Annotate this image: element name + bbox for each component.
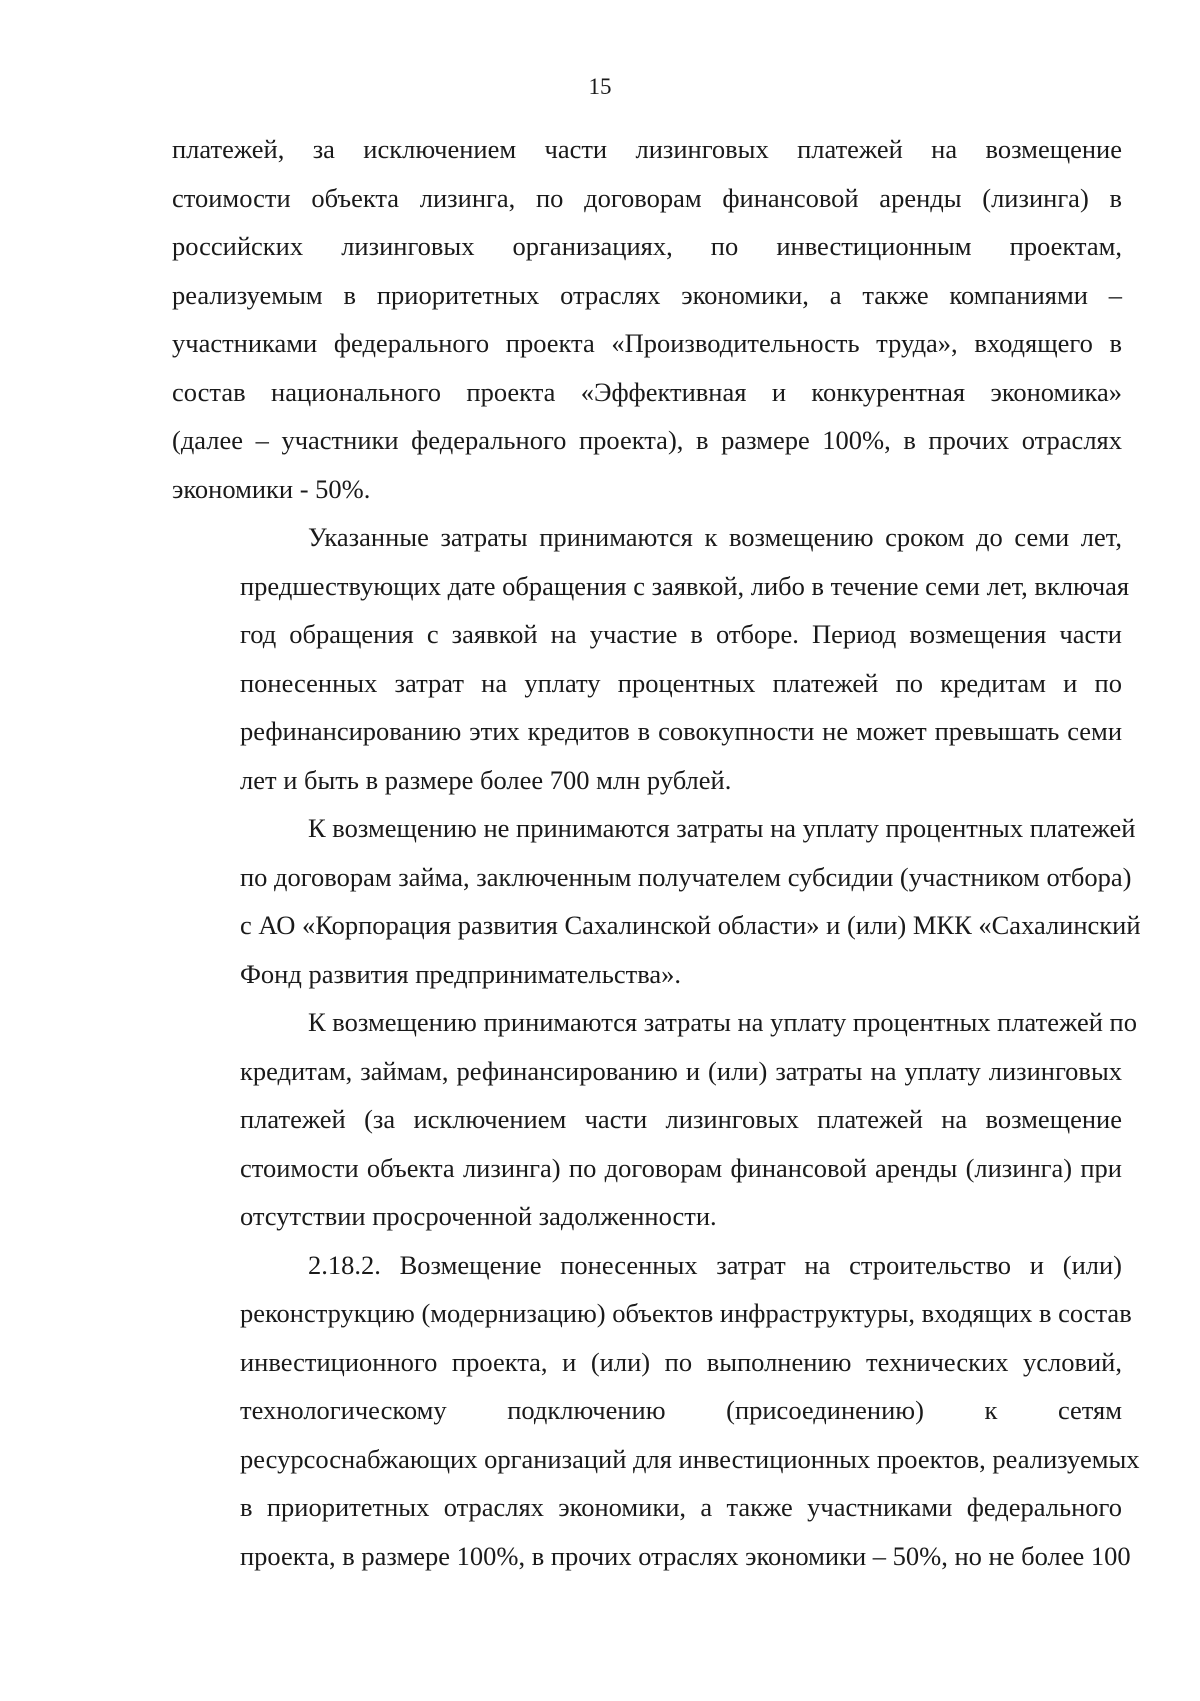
text-line: технологическому подключению (присоединению) к сетям xyxy=(240,1395,1122,1425)
text-line: (далее – участники федерального проекта), в размере 100%, в прочих отраслях xyxy=(172,425,1122,455)
text-line: состав национального проекта «Эффективная и конкурентная экономика» xyxy=(172,376,1122,407)
paragraph xyxy=(172,513,1130,804)
text-line: отсутствии просроченной задолженности. xyxy=(240,1201,717,1231)
text-line: предшествующих дате обращения с заявкой, либо в течение семи лет, включая xyxy=(240,570,1130,601)
text-line: с АО «Корпорация развития Сахалинской области» и (или) МКК «Сахалинский xyxy=(240,910,1141,940)
text-line: российских лизинговых организациях, по инвестиционным проектам, xyxy=(172,231,1122,261)
text-line: понесенных затрат на уплату процентных платежей по кредитам и по xyxy=(240,667,1122,698)
text-line: 2.18.2. Возмещение понесенных затрат на строительство и (или) xyxy=(308,1249,1122,1280)
text-line: стоимости объекта лизинга, по договорам финансовой аренды (лизинга) в xyxy=(172,182,1122,213)
text-line: Указанные затраты принимаются к возмещению сроком до семи лет, xyxy=(308,522,1122,552)
paragraph xyxy=(172,998,1137,1241)
text-line: кредитам, займам, рефинансированию и (или) затраты на уплату лизинговых xyxy=(240,1055,1122,1086)
text-line: Фонд развития предпринимательства». xyxy=(240,958,681,989)
text-line: платежей (за исключением части лизинговых платежей на возмещение xyxy=(240,1104,1122,1134)
text-line: К возмещению не принимаются затраты на уплату процентных платежей xyxy=(308,813,1136,843)
text-line: лет и быть в размере более 700 млн рублей. xyxy=(240,764,732,795)
paragraph xyxy=(172,1241,1140,1581)
text-line: стоимости объекта лизинга) по договорам финансовой аренды (лизинга) при xyxy=(240,1152,1122,1183)
text-line: проекта, в размере 100%, в прочих отраслях экономики – 50%, но не более 100 xyxy=(240,1540,1131,1571)
text-line: участниками федерального проекта «Производительность труда», входящего в xyxy=(172,328,1122,358)
document-body xyxy=(172,125,1141,1580)
text-line: экономики - 50%. xyxy=(172,473,371,504)
paragraph xyxy=(172,125,1122,513)
page-number: 15 xyxy=(588,74,612,99)
text-line: ресурсоснабжающих организаций для инвестиционных проектов, реализуемых xyxy=(240,1443,1140,1474)
text-line: реализуемым в приоритетных отраслях экономики, а также компаниями – xyxy=(172,279,1122,310)
paragraph xyxy=(172,804,1141,998)
text-line: в приоритетных отраслях экономики, а также участниками федерального xyxy=(240,1492,1122,1522)
text-line: рефинансированию этих кредитов в совокупности не может превышать семи xyxy=(240,716,1122,746)
text-line: реконструкцию (модернизацию) объектов инфраструктуры, входящих в состав xyxy=(240,1298,1132,1328)
text-line: по договорам займа, заключенным получателем субсидии (участником отбора) xyxy=(240,861,1132,892)
text-line: год обращения с заявкой на участие в отборе. Период возмещения части xyxy=(240,619,1122,649)
text-line: инвестиционного проекта, и (или) по выполнению технических условий, xyxy=(240,1346,1122,1377)
text-line: платежей, за исключением части лизинговых платежей на возмещение xyxy=(172,134,1122,164)
text-line: К возмещению принимаются затраты на уплату процентных платежей по xyxy=(308,1007,1137,1037)
